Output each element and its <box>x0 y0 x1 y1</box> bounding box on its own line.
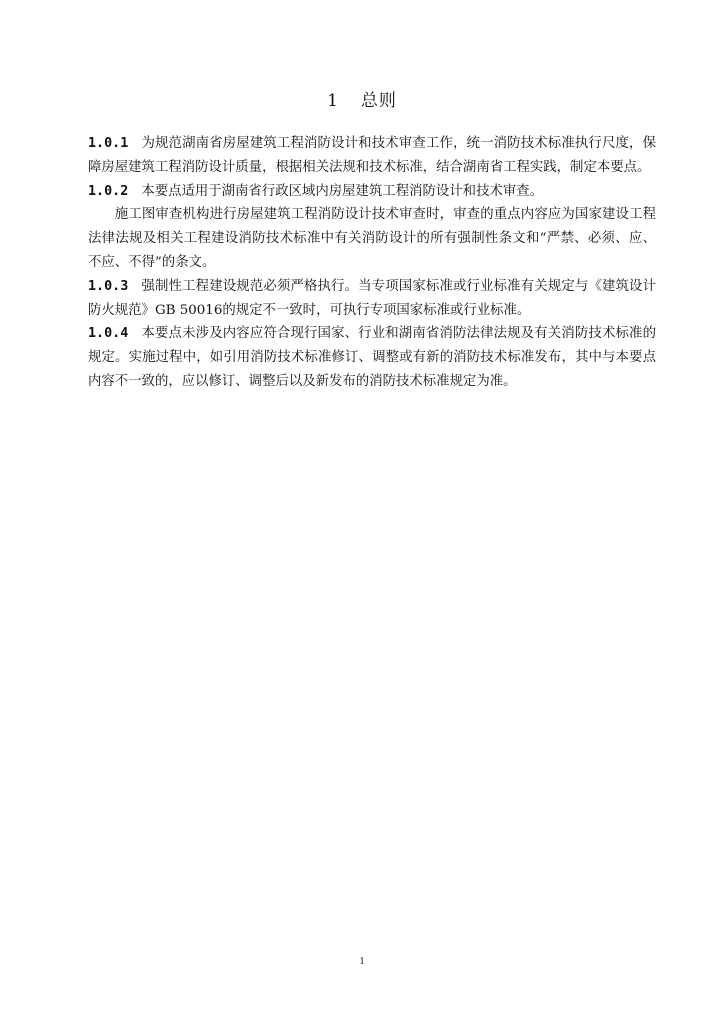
chapter-title: 总则 <box>360 91 397 111</box>
document-body <box>88 132 656 394</box>
clause-1-0-1 <box>88 132 656 180</box>
clause-text: 本要点未涉及内容应符合现行国家、行业和湖南省消防法律法规及有关消防技术标准的规定。实施过程中，如引用消防技术标准修订、调整或有新的消防技术标准发布，其中与本要点内容不一致的，应以修订、调整后以及新发布的消防技术标准规定为准。 <box>88 326 656 389</box>
clause-text: 强制性工程建设规范必须严格执行。当专项国家标准或行业标准有关规定与《建筑设计防火规范》GB 50016的规定不一致时，可执行专项国家标准或行业标准。 <box>88 278 656 318</box>
clause-text: 为规范湖南省房屋建筑工程消防设计和技术审查工作，统一消防技术标准执行尺度，保障房屋建筑工程消防设计质量，根据相关法规和技术标准，结合湖南省工程实践，制定本要点。 <box>88 136 656 175</box>
clause-number: 1.0.1 <box>88 136 129 151</box>
clause-1-0-2 <box>88 180 656 204</box>
clause-1-0-4 <box>88 322 656 393</box>
clause-number: 1.0.3 <box>88 278 129 294</box>
clause-number: 1.0.4 <box>88 326 129 342</box>
chapter-number: 1 <box>327 91 339 111</box>
clause-1-0-3 <box>88 275 656 323</box>
clause-text: 施工图审查机构进行房屋建筑工程消防设计技术审查时，审查的重点内容应为国家建设工程法律法规及相关工程建设消防技术标准中有关消防设计的所有强制性条文和“严禁、必须、应、不应、不得”的条文。 <box>88 207 656 270</box>
page-number: 1 <box>359 956 365 967</box>
clause-text: 本要点适用于湖南省行政区域内房屋建筑工程消防设计和技术审查。 <box>141 183 544 199</box>
clause-1-0-2-continuation <box>88 203 656 274</box>
chapter-heading <box>0 86 724 111</box>
clause-number: 1.0.2 <box>88 183 129 199</box>
